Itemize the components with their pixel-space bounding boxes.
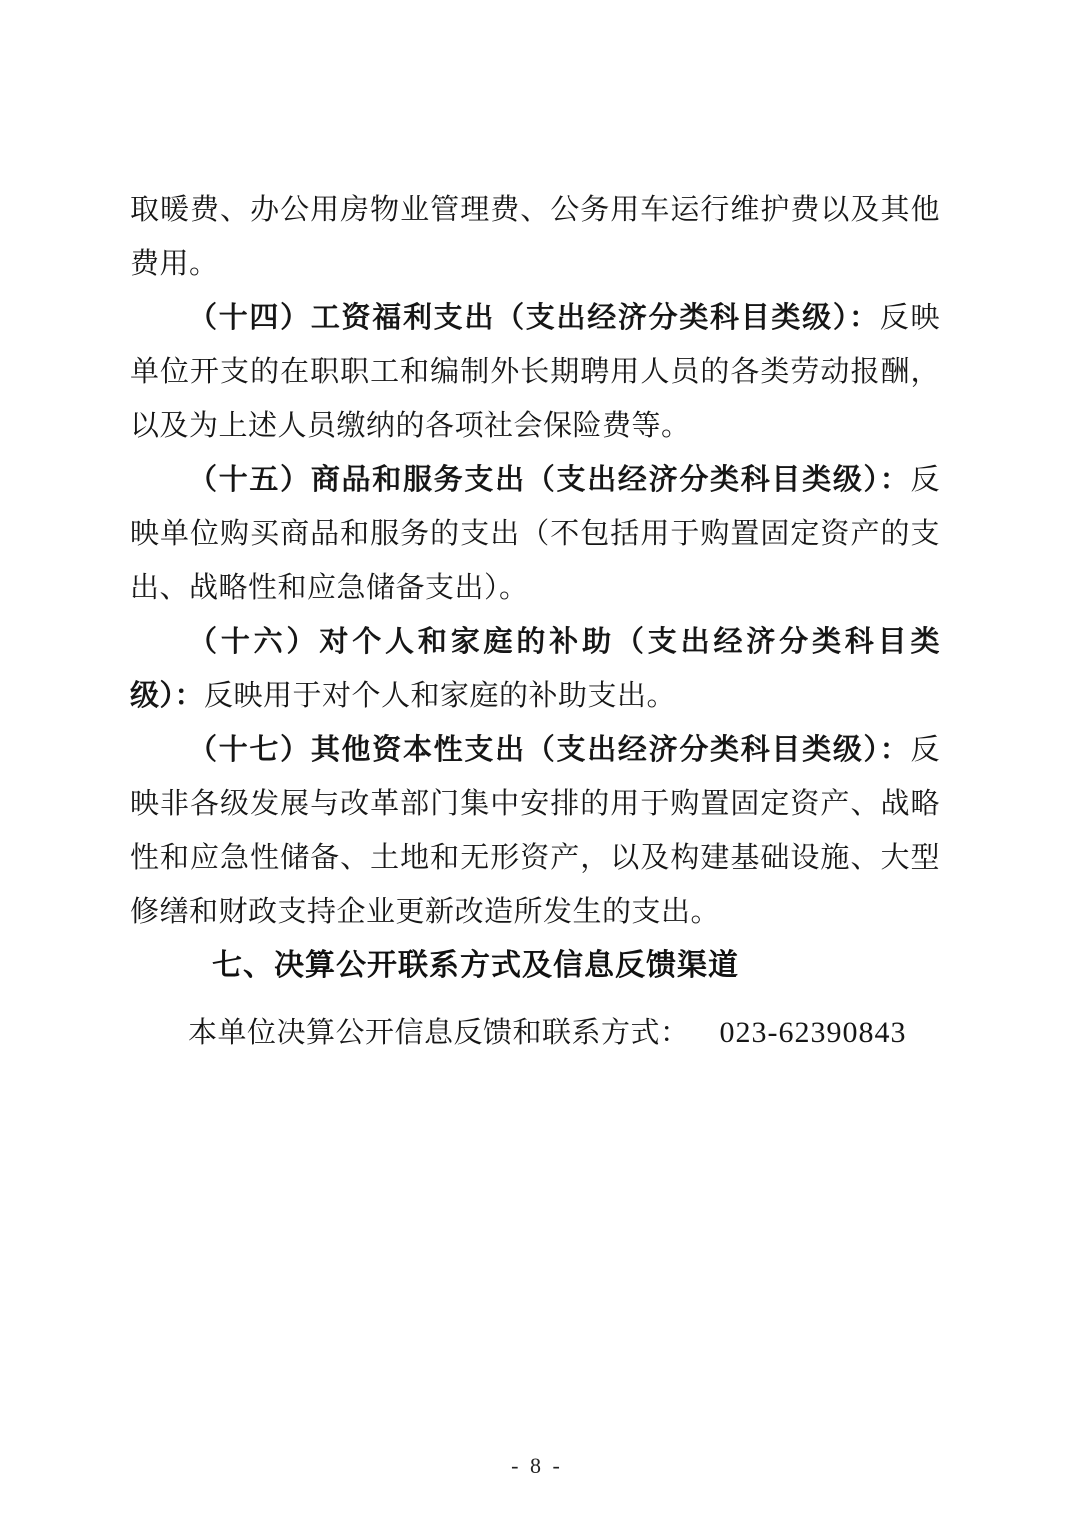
section-heading: 七、决算公开联系方式及信息反馈渠道 [212,949,739,982]
body-paragraph [130,453,940,615]
body-paragraph [130,615,940,723]
paragraph-term: （十五）商品和服务支出（支出经济分类科目类级）： [188,464,911,496]
paragraph-term: （十六）对个人和家庭的补助（支出经济分类科目类级）： [130,626,940,712]
contact-line [130,1006,940,1060]
contact-phone: 023-62390843 [719,1016,907,1049]
page-content [130,183,940,1060]
body-paragraph [130,183,940,291]
page-number: - 8 - [511,1453,563,1478]
paragraph-term: （十七）其他资本性支出（支出经济分类科目类级）： [188,734,911,766]
paragraph-term: （十四）工资福利支出（支出经济分类科目类级）： [188,302,880,334]
body-paragraph [130,291,940,453]
paragraph-text: 反映单位开支的在职职工和编制外长期聘用人员的各类劳动报酬，以及为上述人员缴纳的各项社会保险费等。 [130,302,940,442]
paragraph-text: 取暖费、办公用房物业管理费、公务用车运行维护费以及其他费用。 [130,194,940,280]
paragraph-text: 反映非各级发展与改革部门集中安排的用于购置固定资产、战略性和应急性储备、土地和无形资产，以及构建基础设施、大型修缮和财政支持企业更新改造所发生的支出。 [130,734,940,928]
contact-label: 本单位决算公开信息反馈和联系方式： [188,1017,690,1049]
paragraph-text: 反映单位购买商品和服务的支出（不包括用于购置固定资产的支出、战略性和应急储备支出）。 [130,464,940,604]
paragraph-text: 反映用于对个人和家庭的补助支出。 [204,680,677,712]
body-paragraph [130,723,940,939]
